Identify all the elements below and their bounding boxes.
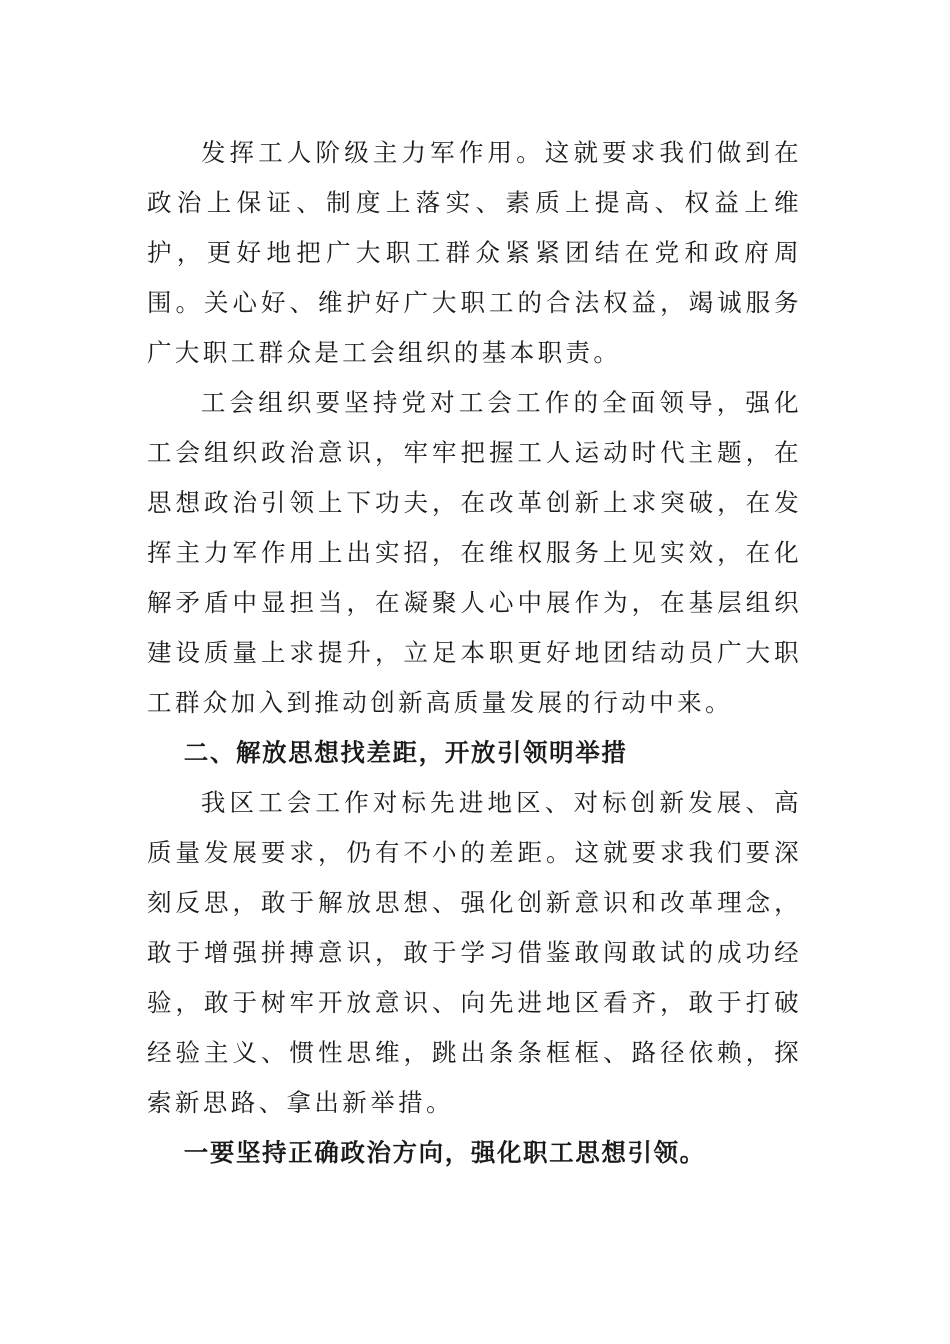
section-heading: 二、解放思想找差距，开放引领明举措 xyxy=(183,738,628,767)
document-page xyxy=(147,128,802,1178)
paragraph-union-leadership: 工会组织要坚持党对工会工作的全面领导，强化工会组织政治意识，牢牢把握工人运动时代主题，在思想政治引领上下功夫，在改革创新上求突破，在发挥主力军作用上出实招，在维权服务上见实效，在化解矛盾中显担当，在凝聚人心中展作为，在基层组织建设质量上求提升，立足本职更好地团结动员广大职工群众加入到推动创新高质量发展的行动中来。 xyxy=(147,388,802,717)
paragraph-workers-role: 发挥工人阶级主力军作用。这就要求我们做到在政治上保证、制度上落实、素质上提高、权益上维护，更好地把广大职工群众紧紧团结在党和政府周围。关心好、维护好广大职工的合法权益，竭诚服务广大职工群众是工会组织的基本职责。 xyxy=(147,138,802,367)
paragraph-gap-analysis: 我区工会工作对标先进地区、对标创新发展、高质量发展要求，仍有不小的差距。这就要求我们要深刻反思，敢于解放思想、强化创新意识和改革理念，敢于增强拼搏意识，敢于学习借鉴敢闯敢试的成功经验，敢于树牢开放意识、向先进地区看齐，敢于打破经验主义、惯性思维，跳出条条框框、路径依赖，探索新思路、拿出新举措。 xyxy=(147,788,802,1117)
sub-heading: 一要坚持正确政治方向，强化职工思想引领。 xyxy=(183,1138,706,1167)
